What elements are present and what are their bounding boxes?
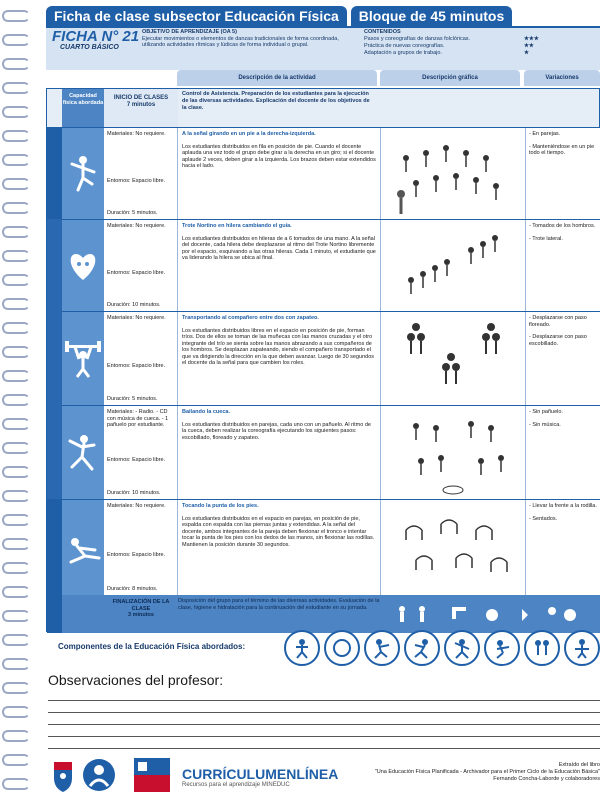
graphic-cell bbox=[381, 500, 526, 595]
description-cell bbox=[178, 128, 381, 219]
materials-cell bbox=[104, 312, 178, 405]
spiral-ring bbox=[2, 154, 30, 166]
variation: - En parejas. bbox=[529, 131, 561, 137]
activity-title: Trote Nortino en hilera cambiando el guía. bbox=[182, 223, 292, 229]
spiral-ring bbox=[2, 706, 30, 718]
spiral-ring bbox=[2, 346, 30, 358]
col-variations: Variaciones bbox=[524, 70, 600, 86]
materials: Materiales: No requiere. bbox=[107, 223, 166, 229]
spiral-ring bbox=[2, 274, 30, 286]
description-cell bbox=[178, 312, 381, 405]
variations-cell bbox=[526, 406, 600, 499]
dancer-icon bbox=[62, 406, 104, 499]
figures-illustration bbox=[381, 312, 526, 406]
start-label: INICIO DE CLASES bbox=[113, 95, 169, 101]
content-text: Práctica de nuevas coreografías. bbox=[364, 43, 445, 49]
header-tabs bbox=[46, 6, 512, 26]
heart-icon bbox=[62, 220, 104, 311]
spiral-ring bbox=[2, 634, 30, 646]
variation: - Trote lateral. bbox=[529, 235, 563, 242]
activity-title: Transportando al compañero entre dos con zapateo. bbox=[182, 315, 319, 321]
spiral-ring bbox=[2, 538, 30, 550]
curriculum-logo bbox=[182, 766, 338, 788]
content-text: Adaptación a grupos de trabajo. bbox=[364, 50, 442, 56]
variations-cell bbox=[526, 220, 600, 311]
duration: Duración: 8 minutos. bbox=[107, 585, 158, 592]
materials: Materiales: No requiere. bbox=[107, 131, 166, 137]
environment: Entornos: Espacio libre. bbox=[107, 552, 166, 559]
graphic-cell bbox=[381, 406, 526, 499]
duration: Duración: 5 minutos. bbox=[107, 209, 158, 216]
contents-title: CONTENIDOS bbox=[364, 29, 401, 35]
spiral-ring bbox=[2, 82, 30, 94]
figures-illustration bbox=[381, 406, 526, 500]
figures-illustration bbox=[381, 500, 526, 596]
curriculum-title: CURRÍCULUMENLÍNEA bbox=[182, 766, 339, 782]
balance-icon bbox=[62, 128, 104, 219]
control-text bbox=[178, 89, 378, 127]
component-icon bbox=[364, 630, 400, 666]
component-icon bbox=[484, 630, 520, 666]
spiral-ring bbox=[2, 466, 30, 478]
component-icon bbox=[524, 630, 560, 666]
capacity-header: Capacidad física abordada bbox=[62, 89, 104, 127]
variations-cell bbox=[526, 312, 600, 405]
observations-label: Observaciones del profesor: bbox=[48, 672, 224, 688]
phase-desarrollo bbox=[47, 219, 62, 499]
spiral-ring bbox=[2, 34, 30, 46]
objective-title: OBJETIVO DE APRENDIZAJE (OA 5) bbox=[142, 29, 237, 35]
description-cell bbox=[178, 406, 381, 499]
variation: - Sin pañuelo. bbox=[529, 409, 563, 415]
star-icon: ★★ bbox=[524, 43, 534, 49]
curriculum-sub: Recursos para el aprendizaje MINEDUC bbox=[182, 782, 290, 788]
description-cell bbox=[178, 220, 381, 311]
activity-text: Los estudiantes distribuidos en hileras de a 6 tomados de una mano. A la señal del docente, cada hilera debe desplazarse al ritmo del Trote Nortino libremente por el espacio, esquivando a las otras hileras. Cada 1 minuto, el estudiante que va liderando la hilera se ubica al final. bbox=[182, 235, 376, 261]
duration: Duración: 10 minutos. bbox=[107, 489, 161, 496]
materials-cell bbox=[104, 220, 178, 311]
header-title: Ficha de clase subsector Educación Física bbox=[46, 6, 347, 26]
observation-line[interactable] bbox=[48, 748, 600, 749]
spiral-ring bbox=[2, 586, 30, 598]
graphic-cell bbox=[381, 220, 526, 311]
closing-icons bbox=[392, 601, 592, 627]
spiral-ring bbox=[2, 178, 30, 190]
activity-row bbox=[62, 127, 600, 219]
spiral-binding bbox=[0, 0, 34, 800]
start-block bbox=[104, 89, 178, 127]
stretch-icon bbox=[62, 500, 104, 595]
header-block: Bloque de 45 minutos bbox=[351, 6, 512, 26]
components-label: Componentes de la Educación Física abordados: bbox=[58, 642, 246, 651]
materials: Materiales: No requiere. bbox=[107, 315, 166, 321]
closing-text: Disposición del grupo para el término de las diversas actividades. Evaluación de la clase, higiene e hidratación para la continuación del estudiante en su jornada. bbox=[178, 598, 380, 611]
footer bbox=[46, 752, 600, 800]
closing-label bbox=[104, 599, 178, 619]
activity-text: Los estudiantes distribuidos libres en el espacio en posición de pie, forman tríos. Dos de ellos se toman de las muñecas con las manos cruzadas y el otro integrante del trío se sienta sobre las manos abrazando a sus compañeros de los hombros. Se desplazan zapateando, siendo el compañero transportado el que va dirigiendo la dirección en la que deben avanzar. Luego de 30 segundos el docente da la señal para que cambien los roles. bbox=[182, 327, 375, 366]
activity-title: Bailando la cueca. bbox=[182, 409, 230, 415]
ind-logo bbox=[82, 758, 116, 792]
component-icon bbox=[404, 630, 440, 666]
spiral-ring bbox=[2, 754, 30, 766]
content-text: Pasos y coreografías de danzas folclóricas. bbox=[364, 36, 471, 42]
shield-logo bbox=[52, 758, 74, 792]
star-icon: ★ bbox=[524, 50, 529, 56]
figures-illustration bbox=[381, 128, 526, 220]
spiral-ring bbox=[2, 106, 30, 118]
ficha-info bbox=[46, 26, 600, 70]
spiral-ring bbox=[2, 442, 30, 454]
environment: Entornos: Espacio libre. bbox=[107, 363, 166, 370]
observation-line[interactable] bbox=[48, 700, 600, 701]
materials-cell bbox=[104, 406, 178, 499]
spiral-ring bbox=[2, 490, 30, 502]
col-graphic: Descripción gráfica bbox=[380, 70, 520, 86]
variation: - Sin música. bbox=[529, 421, 561, 428]
phase-inicio bbox=[47, 127, 62, 219]
citation-line: "Una Educación Física Planificada - Archivador para el Primer Ciclo de la Educación Básica" bbox=[374, 769, 600, 775]
spiral-ring bbox=[2, 562, 30, 574]
spiral-ring bbox=[2, 682, 30, 694]
variation: - Sentados. bbox=[529, 515, 558, 522]
spiral-ring bbox=[2, 778, 30, 790]
environment: Entornos: Espacio libre. bbox=[107, 178, 166, 185]
citation-line: Extraído del libro bbox=[558, 762, 600, 768]
component-icon bbox=[444, 630, 480, 666]
materials-cell bbox=[104, 128, 178, 219]
activity-row bbox=[62, 405, 600, 499]
content-row bbox=[364, 36, 544, 43]
activity-row bbox=[62, 499, 600, 595]
materials-cell bbox=[104, 500, 178, 595]
observation-line[interactable] bbox=[48, 724, 600, 725]
environment: Entornos: Espacio libre. bbox=[107, 270, 166, 277]
spiral-ring bbox=[2, 322, 30, 334]
weightlifter-icon bbox=[62, 312, 104, 405]
variation: - Desplazarse con paso floreado. bbox=[529, 315, 587, 328]
closing-time: 3 minutos bbox=[128, 612, 154, 618]
figures-illustration bbox=[381, 220, 526, 312]
spiral-ring bbox=[2, 370, 30, 382]
control-desc: Control de Asistencia. Preparación de los estudiantes para la ejecución de las diversas actividades. Explicación del docente de los objetivos de la clase. bbox=[182, 91, 370, 111]
objective bbox=[142, 29, 342, 49]
ficha-level: CUARTO BÁSICO bbox=[60, 44, 119, 51]
activity-text: Los estudiantes distribuidos en parejas, cada uno con un pañuelo. Al ritmo de la cueca, deben realizar la coreografía ejecutando los siguientes pasos: escobillado, floreado y zapateo. bbox=[182, 421, 371, 441]
activity-row bbox=[62, 219, 600, 311]
spiral-ring bbox=[2, 418, 30, 430]
star-icon: ★★★ bbox=[524, 36, 539, 42]
observation-line[interactable] bbox=[48, 712, 600, 713]
activity-text: Los estudiantes distribuidos en el espacio en parejas, en posición de pie, espalda con espalda con las piernas juntas y extendidas. A la señal del docente, ambos integrantes de la pareja deben flexionar el tronco e intentar tocar la punta de los pies con los dedos de las manos, sin flexionar las rodillas. Mantienen la posición durante 30 segundos. bbox=[182, 515, 375, 548]
spiral-ring bbox=[2, 226, 30, 238]
component-icon bbox=[564, 630, 600, 666]
closing-block bbox=[62, 595, 600, 633]
activity-title: Tocando la punta de los pies. bbox=[182, 503, 259, 509]
variations-cell bbox=[526, 128, 600, 219]
spiral-ring bbox=[2, 658, 30, 670]
duration: Duración: 10 minutos. bbox=[107, 301, 161, 308]
start-time: 7 minutos bbox=[126, 102, 156, 108]
phase-final bbox=[47, 499, 62, 633]
spiral-ring bbox=[2, 730, 30, 742]
variation: - Desplazarse con paso escobillado. bbox=[529, 334, 587, 347]
activity-title: A la señal girando en un pie a la derecha-izquierda. bbox=[182, 131, 316, 137]
variation: - Manteniéndose en un pie todo el tiempo. bbox=[529, 143, 595, 156]
spiral-ring bbox=[2, 394, 30, 406]
observation-line[interactable] bbox=[48, 736, 600, 737]
spiral-ring bbox=[2, 298, 30, 310]
spiral-ring bbox=[2, 610, 30, 622]
citation bbox=[350, 762, 600, 783]
spiral-ring bbox=[2, 130, 30, 142]
environment: Entornos: Espacio libre. bbox=[107, 457, 166, 464]
materials: Materiales: - Radio. - CD con música de cueca. - 1 pañuelo por estudiante. bbox=[107, 409, 169, 428]
variations-cell bbox=[526, 500, 600, 595]
citation-line: Fernando Concha-Laborde y colaboradores bbox=[493, 776, 600, 782]
component-icon bbox=[324, 630, 360, 666]
description-cell bbox=[178, 500, 381, 595]
contents bbox=[364, 29, 544, 57]
graphic-cell bbox=[381, 128, 526, 219]
spiral-ring bbox=[2, 250, 30, 262]
activity-row bbox=[62, 311, 600, 405]
variation: - Tomados de los hombros. bbox=[529, 223, 596, 229]
gobierno-logo bbox=[134, 758, 170, 792]
materials: Materiales: No requiere. bbox=[107, 503, 166, 509]
components-icons bbox=[284, 630, 600, 666]
spiral-ring bbox=[2, 514, 30, 526]
col-activity: Descripción de la actividad bbox=[177, 70, 377, 86]
objective-text: Ejecutar movimientos o elementos de danzas tradicionales de forma coordinada, utilizando actividades rítmicas y lúdicas de forma individual o grupal. bbox=[142, 35, 339, 48]
activity-text: Los estudiantes distribuidos en fila en posición de pie. Cuando el docente aplauda una vez todo el grupo debe girar a la derecha en un giro; si el docente aplaude 2 veces, deben girar a la izquierda. Los brazos deben estar extendidos hacia el lado. bbox=[182, 143, 376, 169]
component-icon bbox=[284, 630, 320, 666]
spiral-ring bbox=[2, 10, 30, 22]
activity-grid bbox=[46, 88, 600, 632]
duration: Duración: 5 minutos. bbox=[107, 395, 158, 402]
graphic-cell bbox=[381, 312, 526, 405]
spiral-ring bbox=[2, 202, 30, 214]
variation: - Llevar la frente a la rodilla. bbox=[529, 503, 597, 509]
content-row bbox=[364, 50, 544, 57]
closing-title: FINALIZACIÓN DE LA CLASE bbox=[112, 599, 170, 612]
spiral-ring bbox=[2, 58, 30, 70]
ficha-number: FICHA N° 21 bbox=[52, 28, 140, 45]
content-row bbox=[364, 43, 544, 50]
